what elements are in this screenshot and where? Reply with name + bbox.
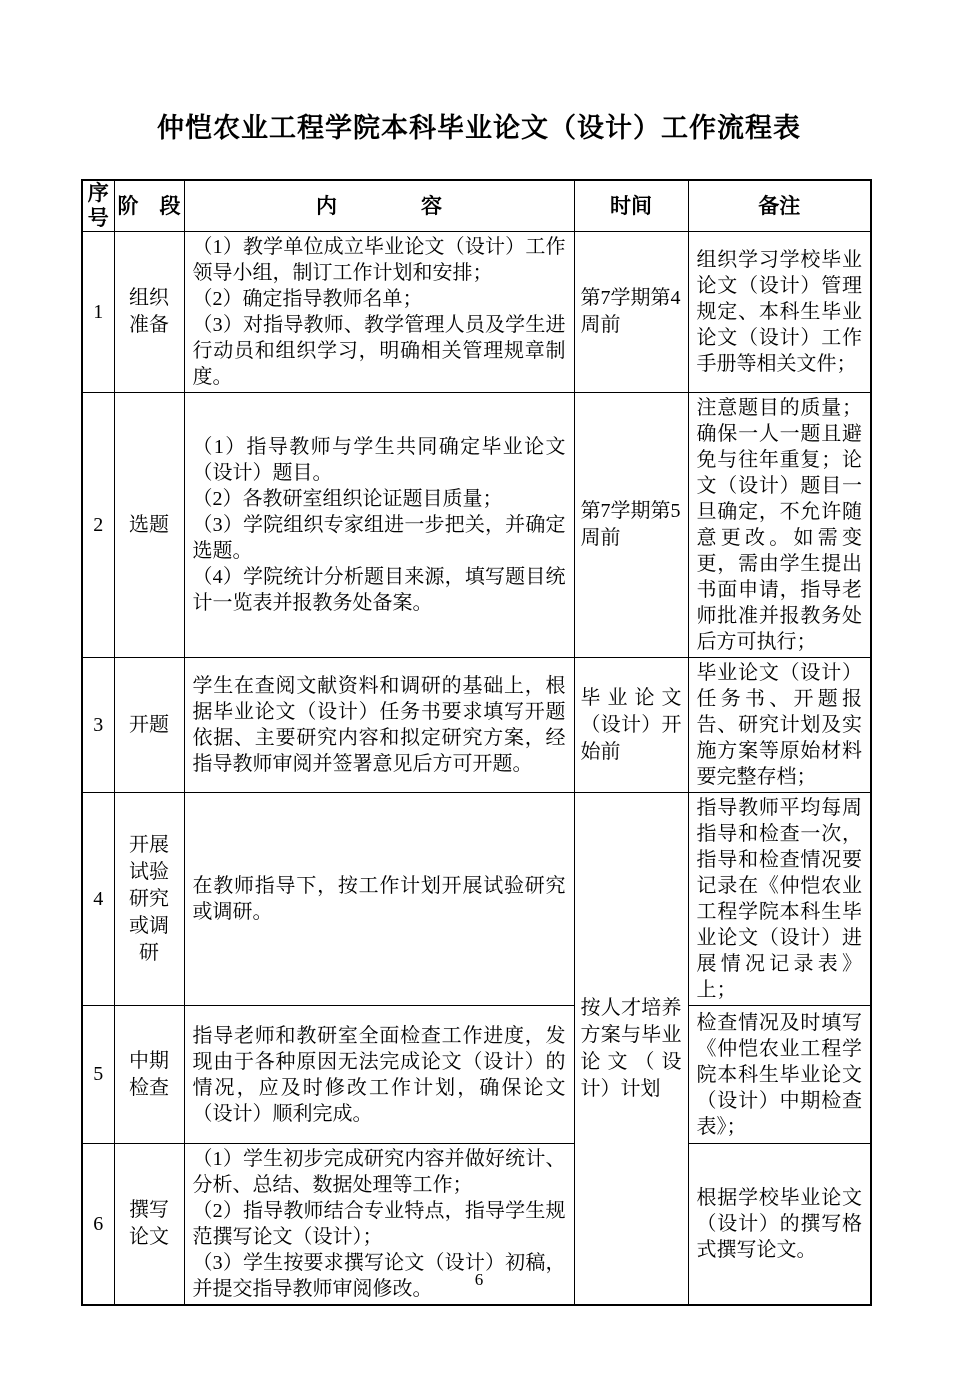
content-cell [184,658,574,793]
time-cell: 第7学期第4周前 [574,232,688,393]
table-row-4 [82,793,871,1006]
content-paragraph: 在教师指导下，按工作计划开展试验研究或调研。 [192,875,566,923]
table-row-5 [82,1006,871,1144]
time-cell: 第7学期第5周前 [574,393,688,658]
workflow-table [81,179,872,1306]
table-row-1 [82,232,871,393]
header-cell-index: 序号 [82,180,114,232]
notes-cell: 根据学校毕业论文（设计）的撰写格式撰写论文。 [688,1144,871,1306]
notes-cell: 指导教师平均每周指导和检查一次，指导和检查情况要记录在《仲恺农业工程学院本科生毕业论文（设计）进展情况记录表》上； [688,793,871,1006]
stage-cell: 组织准备 [114,232,184,393]
stage-cell: 撰写论文 [114,1144,184,1306]
content-paragraph: （1）指导教师与学生共同确定毕业论文（设计）题目。 [192,436,566,484]
notes-cell: 检查情况及时填写《仲恺农业工程学院本科生毕业论文（设计）中期检查表》； [688,1006,871,1144]
content-paragraph: （2）指导教师结合专业特点，指导学生规范撰写论文（设计）； [192,1200,566,1248]
content-paragraph: （3）学生按要求撰写论文（设计）初稿，并提交指导教师审阅修改。 [192,1252,566,1300]
content-paragraph: （1）教学单位成立毕业论文（设计）工作领导小组，制订工作计划和安排； [192,236,566,284]
table-row-2 [82,393,871,658]
content-paragraph: （3）学院组织专家组进一步把关，并确定选题。 [192,514,566,562]
row-index: 2 [82,393,114,658]
header-cell-notes: 备注 [688,180,871,232]
notes-cell: 组织学习学校毕业论文（设计）管理规定、本科生毕业论文（设计）工作手册等相关文件； [688,232,871,393]
header-cell-time: 时间 [574,180,688,232]
content-cell [184,1006,574,1144]
content-paragraph: （2）各教研室组织论证题目质量； [192,488,503,510]
table-row-3 [82,658,871,793]
stage-cell: 开展试验研究或调研 [114,793,184,1006]
row-index: 6 [82,1144,114,1306]
content-paragraph: （4）学院统计分析题目来源，填写题目统计一览表并报教务处备案。 [192,566,566,614]
content-paragraph: 指导老师和教研室全面检查工作进度，发现由于各种原因无法完成论文（设计）的情况，应及时修改工作计划，确保论文（设计）顺利完成。 [192,1024,566,1125]
row-index: 1 [82,232,114,393]
row-index: 5 [82,1006,114,1144]
notes-cell: 注意题目的质量；确保一人一题且避免与往年重复；论文（设计）题目一旦确定，不允许随意更改。如需变更，需由学生提出书面申请，指导老师批准并报教务处后方可执行； [688,393,871,658]
stage-cell: 选题 [114,393,184,658]
content-cell [184,393,574,658]
header-cell-stage: 阶 段 [114,180,184,232]
content-cell [184,793,574,1006]
page-title: 仲恺农业工程学院本科毕业论文（设计）工作流程表 [157,113,801,143]
stage-cell: 中期检查 [114,1006,184,1144]
content-cell [184,232,574,393]
row-index: 3 [82,658,114,793]
content-paragraph: （3）对指导教师、教学管理人员及学生进行动员和组织学习，明确相关管理规章制度。 [192,314,566,388]
page-number: 6 [474,1270,484,1289]
row-index: 4 [82,793,114,1006]
header-cell-content: 内 容 [184,180,574,232]
time-cell: 毕业论文（设计）开始前 [574,658,688,793]
header-row [82,180,871,232]
content-paragraph: （1）学生初步完成研究内容并做好统计、分析、总结、数据处理等工作； [192,1148,566,1196]
stage-cell: 开题 [114,658,184,793]
content-paragraph: 学生在查阅文献资料和调研的基础上，根据毕业论文（设计）任务书要求填写开题依据、主要研究内容和拟定研究方案，经指导教师审阅并签署意见后方可开题。 [192,675,566,775]
notes-cell: 毕业论文（设计）任务书、开题报告、研究计划及实施方案等原始材料要完整存档； [688,658,871,793]
content-paragraph: （2）确定指导教师名单； [192,288,423,310]
time-cell-merged: 按人才培养方案与毕业论文（设计）计划 [574,793,688,1306]
